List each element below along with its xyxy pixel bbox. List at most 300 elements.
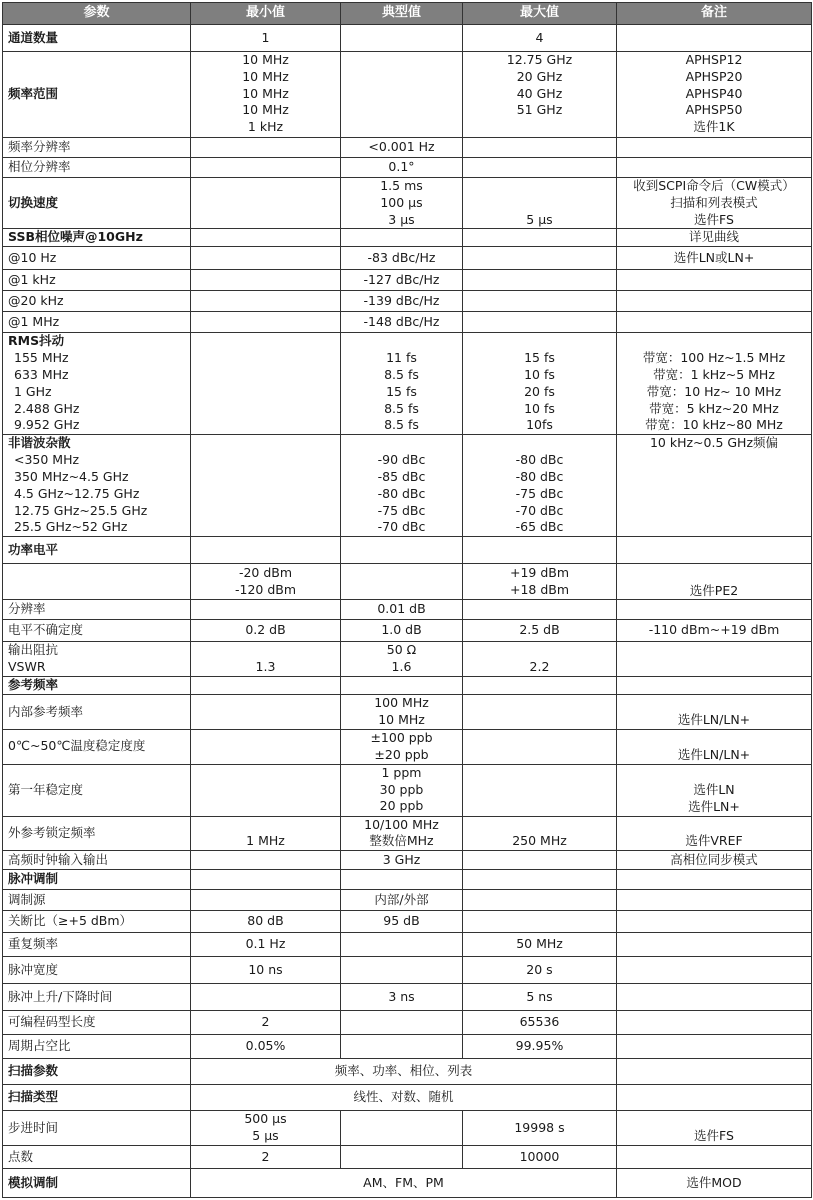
cell-typ [341, 229, 463, 247]
cell-line: 25.5 GHz~52 GHz [14, 519, 128, 535]
cell-max [463, 694, 617, 729]
cell-line: 频率分辨率 [8, 139, 71, 155]
cell-param [3, 247, 191, 270]
cell-max [463, 764, 617, 816]
cell-typ [341, 957, 463, 984]
cell-line: 脉冲宽度 [8, 961, 59, 977]
cell-line: APHSP50 [685, 102, 743, 118]
cell-note [617, 816, 812, 851]
cell-max [463, 642, 617, 677]
cell-line: 0.2 dB [245, 622, 286, 638]
table-row [3, 1035, 812, 1059]
cell-param [3, 1059, 191, 1085]
cell-max [463, 158, 617, 178]
cell-line: @1 MHz [8, 313, 60, 329]
cell-min [191, 851, 341, 870]
cell-line: ±20 ppb [374, 746, 429, 762]
cell-min [191, 138, 341, 158]
cell-line: -90 dBc [377, 452, 426, 468]
cell-note [617, 1035, 812, 1059]
cell-max [463, 25, 617, 52]
cell-line: 30 ppb [379, 781, 424, 797]
cell-line [622, 333, 806, 350]
cell-max [463, 890, 617, 911]
cell-line: -75 dBc [515, 485, 564, 501]
table-body [3, 25, 812, 1198]
cell-line: 频率、功率、相位、列表 [334, 1063, 473, 1079]
cell-line: 关断比（≥+5 dBm） [8, 913, 133, 929]
col-header-min: 最小值 [191, 3, 341, 25]
cell-max [463, 957, 617, 984]
cell-line: 10 MHz [242, 68, 289, 84]
cell-line: 20 ppb [379, 798, 424, 814]
cell-max [463, 620, 617, 642]
cell-line [468, 333, 611, 350]
cell-note [617, 851, 812, 870]
cell-typ [341, 138, 463, 158]
cell-line: 250 MHz [512, 833, 567, 849]
cell-line: 详见曲线 [688, 229, 739, 245]
cell-line: 频率范围 [8, 86, 59, 102]
cell-param [3, 138, 191, 158]
cell-note [617, 435, 812, 537]
cell-line: 10 fs [524, 366, 555, 382]
cell-max [463, 537, 617, 564]
cell-line: 1.6 [391, 659, 412, 675]
cell-param [3, 229, 191, 247]
cell-line: 内部参考频率 [8, 703, 84, 719]
cell-line: 95 dB [383, 913, 420, 929]
cell-line: 3 ns [388, 988, 415, 1004]
cell-param [3, 1169, 191, 1198]
cell-param [3, 984, 191, 1011]
cell-line: 20 s [526, 961, 553, 977]
cell-typ [341, 694, 463, 729]
cell-note [617, 1059, 812, 1085]
cell-line: <0.001 Hz [368, 139, 435, 155]
cell-line: 99.95% [515, 1038, 564, 1054]
cell-note [617, 600, 812, 620]
cell-param [3, 642, 191, 677]
cell-line: -80 dBc [377, 485, 426, 501]
cell-line: 500 µs [244, 1111, 287, 1127]
cell-line: 10/100 MHz [364, 816, 439, 832]
table-row [3, 620, 812, 642]
cell-line: APHSP40 [685, 85, 743, 101]
cell-line: 输出阻抗 [8, 642, 59, 658]
cell-max [463, 229, 617, 247]
cell-line [468, 435, 611, 452]
cell-min [191, 911, 341, 933]
cell-line: 高频时钟输入输出 [8, 851, 109, 867]
cell-max [463, 984, 617, 1011]
cell-min [191, 158, 341, 178]
table-row [3, 1059, 812, 1085]
cell-min [191, 890, 341, 911]
cell-line: 9.952 GHz [14, 417, 80, 433]
cell-line: 3 µs [388, 211, 415, 227]
cell-line: 带宽：1 kHz~5 MHz [653, 366, 775, 382]
cell-param [3, 890, 191, 911]
cell-line: 1 GHz [14, 383, 52, 399]
table-row [3, 600, 812, 620]
cell-param [3, 957, 191, 984]
table-row [3, 729, 812, 764]
cell-line: -70 dBc [515, 502, 564, 518]
cell-line: 80 dB [247, 913, 284, 929]
cell-min [191, 620, 341, 642]
cell-param [3, 1011, 191, 1035]
cell-param [3, 270, 191, 291]
cell-line: 8.5 fs [384, 400, 419, 416]
cell-line: 周期占空比 [8, 1038, 71, 1054]
cell-note [617, 890, 812, 911]
cell-line: 2.2 [529, 659, 550, 675]
table-row [3, 1146, 812, 1169]
cell-line: 51 GHz [516, 102, 563, 118]
cell-param [3, 816, 191, 851]
cell-max [463, 247, 617, 270]
cell-min [191, 270, 341, 291]
cell-param [3, 676, 191, 694]
cell-param [3, 312, 191, 333]
cell-note [617, 957, 812, 984]
col-header-param: 参数 [3, 3, 191, 25]
cell-line: 扫描和列表模式 [670, 194, 758, 210]
cell-line: 选件FS [694, 211, 734, 227]
cell-typ [341, 764, 463, 816]
cell-typ [341, 911, 463, 933]
cell-typ [341, 851, 463, 870]
cell-line: 通道数量 [8, 29, 59, 45]
cell-min [191, 1011, 341, 1035]
cell-min [191, 729, 341, 764]
cell-max [463, 600, 617, 620]
cell-note [617, 620, 812, 642]
table-row [3, 333, 812, 435]
cell-param [3, 911, 191, 933]
cell-note [617, 729, 812, 764]
cell-max [463, 138, 617, 158]
cell-note [617, 537, 812, 564]
cell-line: -85 dBc [377, 468, 426, 484]
cell-typ [341, 537, 463, 564]
cell-note [617, 642, 812, 677]
cell-line: 0.01 dB [377, 601, 426, 617]
cell-line: -65 dBc [515, 519, 564, 535]
cell-note [617, 229, 812, 247]
cell-line: 扫描参数 [8, 1063, 59, 1079]
cell-note [617, 291, 812, 312]
table-row [3, 1011, 812, 1035]
cell-note [617, 1146, 812, 1169]
cell-line: 10 ns [248, 961, 283, 977]
cell-typ [341, 729, 463, 764]
cell-line: 脉冲上升/下降时间 [8, 988, 113, 1004]
cell-note [617, 247, 812, 270]
cell-line: 第一年稳定度 [8, 781, 84, 797]
cell-line: -127 dBc/Hz [363, 271, 440, 287]
cell-line: 350 MHz~4.5 GHz [14, 468, 129, 484]
cell-line: 模拟调制 [8, 1174, 59, 1190]
cell-typ [341, 620, 463, 642]
cell-line: +19 dBm [509, 565, 570, 581]
cell-typ [341, 158, 463, 178]
table-row [3, 564, 812, 600]
cell-max [463, 676, 617, 694]
cell-line: 1.5 ms [380, 178, 423, 193]
cell-typ [341, 1011, 463, 1035]
cell-note [617, 25, 812, 52]
cell-line: 选件LN [693, 781, 735, 797]
cell-min [191, 291, 341, 312]
cell-max [463, 729, 617, 764]
cell-line: 脉冲调制 [8, 871, 59, 887]
cell-line: 50 MHz [516, 936, 563, 952]
cell-min [191, 642, 341, 677]
table-row [3, 435, 812, 537]
cell-line: 选件LN或LN+ [673, 249, 755, 265]
cell-typ [341, 600, 463, 620]
cell-note [617, 564, 812, 600]
cell-line: 带宽：100 Hz~1.5 MHz [642, 350, 786, 366]
cell-typ [341, 890, 463, 911]
cell-max [463, 52, 617, 138]
cell-line: 点数 [8, 1148, 34, 1164]
cell-typ [341, 933, 463, 957]
cell-line: 选件VREF [685, 833, 743, 849]
cell-line: 40 GHz [516, 85, 563, 101]
cell-typ [341, 816, 463, 851]
cell-param [3, 291, 191, 312]
cell-note [617, 911, 812, 933]
cell-line: 分辨率 [8, 601, 46, 617]
cell-line: 8.5 fs [384, 417, 419, 433]
cell-note [617, 1111, 812, 1146]
cell-min [191, 957, 341, 984]
cell-line: <350 MHz [14, 452, 80, 468]
cell-param [3, 52, 191, 138]
table-row [3, 537, 812, 564]
cell-min [191, 564, 341, 600]
cell-min [191, 816, 341, 851]
cell-line: 100 µs [380, 194, 423, 210]
cell-max [463, 435, 617, 537]
cell-line: 2 [261, 1148, 270, 1164]
cell-line: 10 kHz~0.5 GHz频偏 [649, 435, 779, 451]
cell-line: 非谐波杂散 [8, 435, 71, 451]
cell-line: -139 dBc/Hz [363, 292, 440, 308]
cell-note [617, 52, 812, 138]
cell-line: 高相位同步模式 [670, 851, 758, 867]
table-row [3, 694, 812, 729]
cell-line: 选件LN/LN+ [677, 712, 751, 728]
cell-line: 带宽：5 kHz~20 MHz [649, 400, 779, 416]
cell-line: 选件FS [694, 1128, 734, 1144]
cell-param [3, 25, 191, 52]
cell-typ [341, 1146, 463, 1169]
cell-param [3, 1111, 191, 1146]
cell-line: 4 [535, 29, 544, 45]
cell-line: -20 dBm [238, 565, 293, 581]
cell-max [463, 851, 617, 870]
cell-line: 4.5 GHz~12.75 GHz [14, 485, 140, 501]
table-row [3, 764, 812, 816]
cell-typ [341, 564, 463, 600]
cell-param [3, 178, 191, 229]
cell-line: 20 GHz [516, 68, 563, 84]
cell-note [617, 870, 812, 890]
cell-line: SSB相位噪声@10GHz [8, 229, 143, 245]
cell-note [617, 138, 812, 158]
cell-min [191, 1146, 341, 1169]
cell-param [3, 600, 191, 620]
cell-line: 10 MHz [242, 52, 289, 67]
cell-line: 5 ns [526, 988, 553, 1004]
cell-line: 收到SCPI命令后（CW模式） [633, 178, 795, 193]
cell-typ [341, 52, 463, 138]
cell-line: -148 dBc/Hz [363, 313, 440, 329]
table-row [3, 890, 812, 911]
cell-line: 100 MHz [374, 695, 429, 711]
table-row [3, 933, 812, 957]
cell-line: 10 MHz [242, 85, 289, 101]
table-row [3, 270, 812, 291]
cell-typ [341, 1035, 463, 1059]
cell-line: 选件LN+ [688, 798, 740, 814]
cell-line: 重复频率 [8, 936, 59, 952]
cell-note [617, 694, 812, 729]
cell-note [617, 764, 812, 816]
cell-min [191, 1111, 341, 1146]
cell-line: -83 dBc/Hz [367, 249, 436, 265]
cell-typ [341, 312, 463, 333]
table-row [3, 851, 812, 870]
cell-line: 2.488 GHz [14, 400, 80, 416]
col-header-note: 备注 [617, 3, 812, 25]
table-row [3, 642, 812, 677]
cell-param [3, 1085, 191, 1111]
cell-line: 步进时间 [8, 1119, 59, 1135]
cell-line: 电平不确定度 [8, 622, 84, 638]
cell-note [617, 1085, 812, 1111]
col-header-typ: 典型值 [341, 3, 463, 25]
cell-line: APHSP20 [685, 68, 743, 84]
cell-note [617, 1011, 812, 1035]
cell-min [191, 52, 341, 138]
cell-max [463, 178, 617, 229]
cell-line: 切换速度 [8, 194, 59, 210]
cell-min [191, 1085, 617, 1111]
cell-max [463, 911, 617, 933]
cell-typ [341, 333, 463, 435]
cell-line: 1 kHz [247, 119, 284, 135]
cell-line: 带宽：10 kHz~80 MHz [645, 417, 783, 433]
cell-line: 0℃~50℃温度稳定度度 [8, 738, 146, 754]
cell-line: 2.5 dB [519, 622, 560, 638]
cell-min [191, 25, 341, 52]
cell-max [463, 1146, 617, 1169]
cell-max [463, 1111, 617, 1146]
cell-max [463, 333, 617, 435]
cell-max [463, 870, 617, 890]
cell-line: @1 kHz [8, 271, 56, 287]
cell-line: 10 fs [524, 400, 555, 416]
cell-line: 8.5 fs [384, 366, 419, 382]
cell-line: 扫描类型 [8, 1089, 59, 1105]
cell-typ [341, 291, 463, 312]
cell-line [346, 435, 457, 452]
header-row [3, 3, 812, 25]
cell-min [191, 537, 341, 564]
cell-line: 11 fs [386, 350, 417, 366]
cell-line: 19998 s [514, 1119, 565, 1135]
cell-line: 1 [261, 29, 270, 45]
cell-max [463, 291, 617, 312]
cell-line: 1 MHz [246, 833, 285, 849]
cell-line: 整数倍MHz [369, 833, 434, 849]
table-row [3, 158, 812, 178]
table-row [3, 957, 812, 984]
cell-min [191, 1169, 617, 1198]
cell-line: 可编程码型长度 [8, 1014, 96, 1030]
cell-line: 选件LN/LN+ [677, 746, 751, 762]
cell-line: 10 MHz [242, 102, 289, 118]
cell-line: 5 µs [526, 211, 553, 227]
cell-param [3, 1035, 191, 1059]
cell-line: -70 dBc [377, 519, 426, 535]
cell-line: 1.3 [255, 659, 276, 675]
cell-note [617, 676, 812, 694]
table-row [3, 247, 812, 270]
cell-line: 选件1K [693, 119, 735, 135]
table-row [3, 816, 812, 851]
cell-max [463, 270, 617, 291]
cell-note [617, 158, 812, 178]
cell-line: 65536 [519, 1014, 560, 1030]
cell-line: -120 dBm [234, 581, 297, 597]
cell-param [3, 870, 191, 890]
cell-typ [341, 984, 463, 1011]
cell-line: -75 dBc [377, 502, 426, 518]
cell-line [346, 333, 457, 350]
cell-param [3, 1146, 191, 1169]
cell-line: 12.75 GHz [506, 52, 573, 67]
cell-line: 12.75 GHz~25.5 GHz [14, 502, 148, 518]
cell-typ [341, 1111, 463, 1146]
cell-param [3, 851, 191, 870]
cell-note [617, 333, 812, 435]
cell-param [3, 764, 191, 816]
cell-typ [341, 435, 463, 537]
table-row [3, 1169, 812, 1198]
cell-line: 调制源 [8, 891, 46, 907]
cell-typ [341, 870, 463, 890]
table-row [3, 312, 812, 333]
cell-param [3, 620, 191, 642]
cell-typ [341, 676, 463, 694]
cell-param [3, 564, 191, 600]
cell-max [463, 816, 617, 851]
cell-line: 2 [261, 1014, 270, 1030]
table-row [3, 25, 812, 52]
cell-line: 0.05% [245, 1038, 286, 1054]
cell-line: 相位分辨率 [8, 159, 71, 175]
cell-line: 1 ppm [381, 764, 422, 780]
col-header-max: 最大值 [463, 3, 617, 25]
cell-line: 10fs [526, 417, 553, 433]
cell-line: VSWR [8, 659, 46, 675]
